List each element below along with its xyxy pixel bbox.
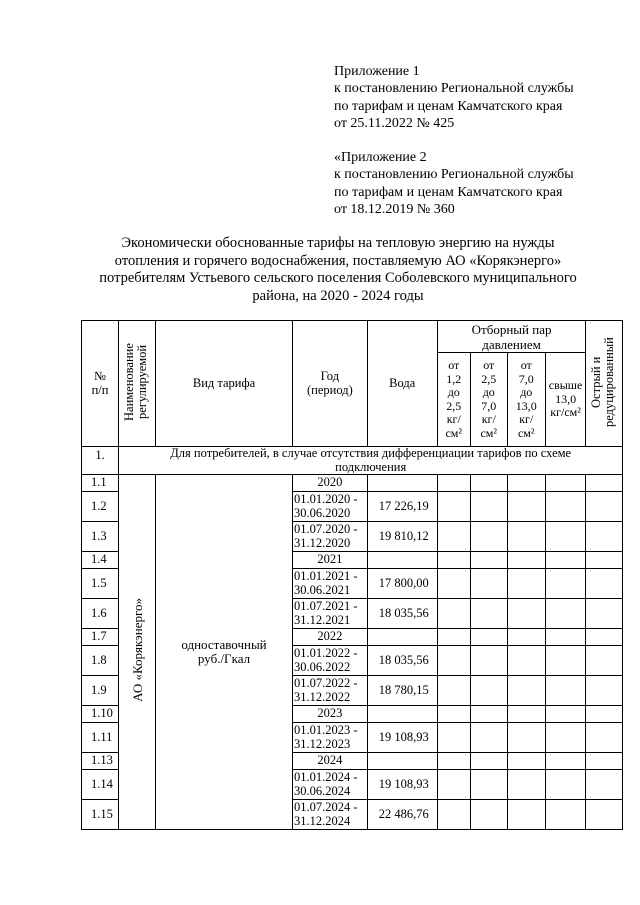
empty-cell [470,552,507,569]
empty-cell [586,753,623,770]
empty-cell [586,676,623,706]
empty-cell [507,676,545,706]
table-row [82,475,623,492]
water-value: 19 108,93 [367,770,437,800]
empty-cell [507,753,545,770]
row-number: 1.6 [82,599,119,629]
empty-cell [586,492,623,522]
document-title [78,235,598,305]
appendix-line: Приложение 1 [334,64,420,79]
empty-cell [470,492,507,522]
header-water: Вода [367,321,437,447]
empty-cell [470,753,507,770]
water-value: 18 035,56 [367,646,437,676]
empty-cell [545,522,586,552]
year-cell: 2020 [293,475,368,492]
header-steam-3: от 7,0 до 13,0 кг/см² [507,353,545,447]
empty-cell [437,475,470,492]
empty-cell [586,800,623,830]
org-name: АО «Корякэнерго» [129,598,145,703]
appendix-line: к постановлению Региональной службы [334,81,574,97]
row-number: 1.7 [82,629,119,646]
water-value [367,629,437,646]
appendix-1-heading [334,63,634,133]
empty-cell [437,646,470,676]
empty-cell [470,800,507,830]
empty-cell [545,646,586,676]
empty-cell [507,770,545,800]
water-value: 19 810,12 [367,522,437,552]
empty-cell [545,475,586,492]
period-cell: 01.01.2024 - 30.06.2024 [293,770,368,800]
empty-cell [470,676,507,706]
header-num: № п/п [82,321,119,447]
period-cell: 01.07.2021 - 31.12.2021 [293,599,368,629]
period-cell: 01.07.2022 - 31.12.2022 [293,676,368,706]
empty-cell [437,492,470,522]
title-line: Экономически обоснованные тарифы на тепловую энергию на нужды [121,235,555,251]
empty-cell [470,569,507,599]
org-name-cell [119,475,156,830]
year-cell: 2024 [293,753,368,770]
empty-cell [586,552,623,569]
empty-cell [470,522,507,552]
empty-cell [586,770,623,800]
row-number: 1.8 [82,646,119,676]
appendix-2-heading [334,149,634,219]
empty-cell [507,629,545,646]
title-line: потребителям Устьевого сельского поселения Соболевского муниципального [99,270,577,286]
header-reduced-text: Острый и редуцированный [589,336,617,427]
water-value: 17 800,00 [367,569,437,599]
empty-cell [586,706,623,723]
empty-cell [437,723,470,753]
empty-cell [437,569,470,599]
row-number: 1.11 [82,723,119,753]
empty-cell [507,522,545,552]
empty-cell [545,552,586,569]
empty-cell [470,646,507,676]
empty-cell [437,753,470,770]
empty-cell [507,475,545,492]
empty-cell [437,599,470,629]
empty-cell [586,599,623,629]
title-line: отопления и горячего водоснабжения, поставляемую АО «Корякэнерго» [114,252,562,269]
header-org-text: Наименование регулируемой [122,342,149,421]
empty-cell [437,770,470,800]
empty-cell [545,599,586,629]
water-value [367,475,437,492]
period-cell: 01.01.2020 - 30.06.2020 [293,492,368,522]
empty-cell [586,723,623,753]
section-title: Для потребителей, в случае отсутствия дифференциации тарифов по схеме подключения [119,447,623,475]
appendix-line: «Приложение 2 [334,150,427,165]
empty-cell [586,629,623,646]
water-value [367,753,437,770]
empty-cell [507,552,545,569]
appendix-line: от 25.11.2022 № 425 [334,116,455,132]
row-number: 1.4 [82,552,119,569]
row-number: 1.14 [82,770,119,800]
water-value: 18 780,15 [367,676,437,706]
title-line: района, на 2020 - 2024 годы [252,287,424,304]
appendix-line: по тарифам и ценам Камчатского края [334,184,563,200]
header-steam-4: свыше 13,0 кг/см² [545,353,586,447]
appendix-line: к постановлению Региональной службы [334,167,574,183]
tariff-type-cell: одноставочный руб./Гкал [156,475,293,830]
empty-cell [507,569,545,599]
row-number: 1.9 [82,676,119,706]
year-cell: 2023 [293,706,368,723]
empty-cell [470,706,507,723]
header-reduced [586,321,623,447]
appendix-line: по тарифам и ценам Камчатского края [334,98,563,114]
water-value: 22 486,76 [367,800,437,830]
period-cell: 01.07.2020 - 31.12.2020 [293,522,368,552]
period-cell: 01.01.2022 - 30.06.2022 [293,646,368,676]
empty-cell [470,475,507,492]
empty-cell [507,599,545,629]
empty-cell [545,770,586,800]
empty-cell [507,800,545,830]
empty-cell [437,552,470,569]
row-number: 1.15 [82,800,119,830]
year-cell: 2022 [293,629,368,646]
empty-cell [470,629,507,646]
empty-cell [470,770,507,800]
empty-cell [586,522,623,552]
empty-cell [437,800,470,830]
header-steam-1: от 1,2 до 2,5 кг/см² [437,353,470,447]
empty-cell [545,723,586,753]
appendix-line: от 18.12.2019 № 360 [334,202,455,218]
empty-cell [545,676,586,706]
row-number: 1.5 [82,569,119,599]
header-tariff-type: Вид тарифа [156,321,293,447]
empty-cell [507,646,545,676]
empty-cell [545,706,586,723]
water-value [367,552,437,569]
empty-cell [437,676,470,706]
empty-cell [545,492,586,522]
empty-cell [586,646,623,676]
year-cell: 2021 [293,552,368,569]
section-num: 1. [82,447,119,475]
empty-cell [507,706,545,723]
empty-cell [470,599,507,629]
empty-cell [586,569,623,599]
empty-cell [507,492,545,522]
tariff-table [81,320,623,830]
empty-cell [470,723,507,753]
water-value [367,706,437,723]
empty-cell [545,753,586,770]
row-number: 1.3 [82,522,119,552]
empty-cell [437,706,470,723]
empty-cell [545,800,586,830]
row-number: 1.10 [82,706,119,723]
water-value: 19 108,93 [367,723,437,753]
row-number: 1.13 [82,753,119,770]
period-cell: 01.01.2023 - 31.12.2023 [293,723,368,753]
header-steam-group: Отборный пар давлением [437,321,586,353]
empty-cell [507,723,545,753]
period-cell: 01.07.2024 - 31.12.2024 [293,800,368,830]
header-steam-2: от 2,5 до 7,0 кг/см² [470,353,507,447]
empty-cell [586,475,623,492]
empty-cell [545,629,586,646]
empty-cell [545,569,586,599]
water-value: 18 035,56 [367,599,437,629]
header-period: Год (период) [293,321,368,447]
empty-cell [437,629,470,646]
empty-cell [437,522,470,552]
header-org [119,321,156,447]
row-number: 1.2 [82,492,119,522]
water-value: 17 226,19 [367,492,437,522]
row-number: 1.1 [82,475,119,492]
period-cell: 01.01.2021 - 30.06.2021 [293,569,368,599]
